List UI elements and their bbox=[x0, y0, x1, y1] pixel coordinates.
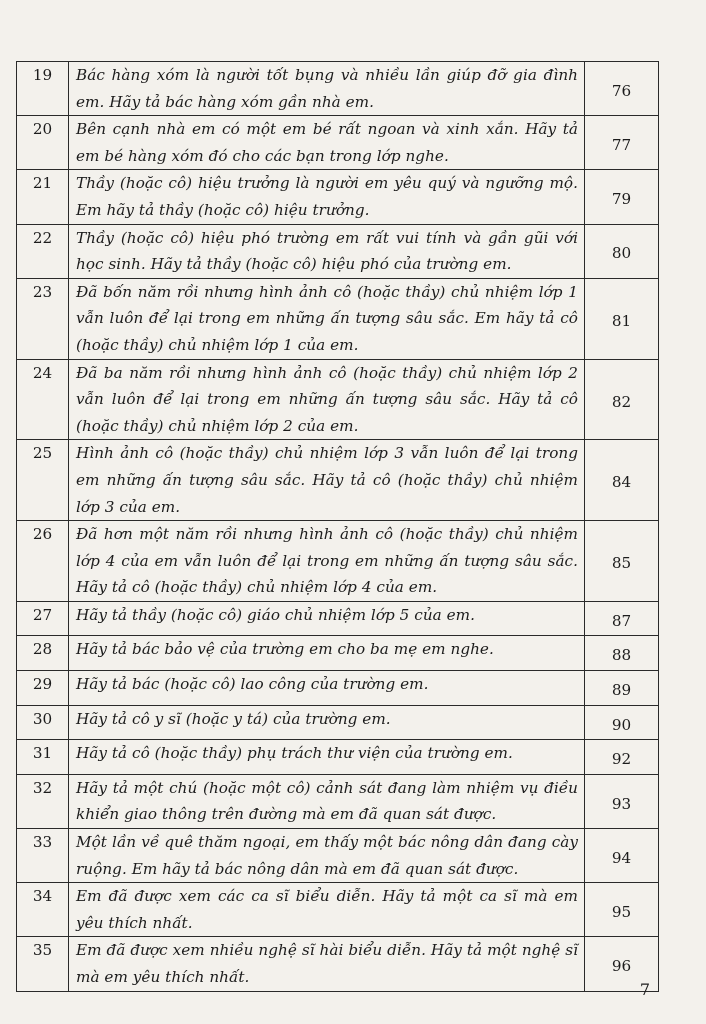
item-page: 92 bbox=[585, 740, 659, 775]
item-number: 26 bbox=[17, 521, 69, 602]
item-page: 77 bbox=[585, 116, 659, 170]
table-row bbox=[17, 170, 659, 224]
table-of-contents bbox=[16, 61, 659, 992]
item-page: 93 bbox=[585, 774, 659, 828]
item-page: 95 bbox=[585, 883, 659, 937]
table-row bbox=[17, 601, 659, 636]
item-text: Em đã được xem các ca sĩ biểu diễn. Hãy tả một ca sĩ mà em yêu thích nhất. bbox=[69, 883, 585, 937]
item-number: 30 bbox=[17, 705, 69, 740]
item-number: 31 bbox=[17, 740, 69, 775]
item-text: Một lần về quê thăm ngoại, em thấy một bác nông dân đang cày ruộng. Em hãy tả bác nông dân mà em đã quan sát được. bbox=[69, 829, 585, 883]
table-row bbox=[17, 440, 659, 521]
item-page: 82 bbox=[585, 359, 659, 440]
item-page: 85 bbox=[585, 521, 659, 602]
item-page: 84 bbox=[585, 440, 659, 521]
item-number: 24 bbox=[17, 359, 69, 440]
item-page: 94 bbox=[585, 829, 659, 883]
item-page: 96 bbox=[585, 937, 659, 991]
table-row bbox=[17, 883, 659, 937]
table-row bbox=[17, 937, 659, 991]
table-row bbox=[17, 740, 659, 775]
item-number: 25 bbox=[17, 440, 69, 521]
item-text: Hình ảnh cô (hoặc thầy) chủ nhiệm lớp 3 vẫn luôn để lại trong em những ấn tượng sâu sắc. Hãy tả cô (hoặc thầy) chủ nhiệm lớp 3 của em. bbox=[69, 440, 585, 521]
item-text: Đã bốn năm rồi nhưng hình ảnh cô (hoặc thầy) chủ nhiệm lớp 1 vẫn luôn để lại trong em những ấn tượng sâu sắc. Em hãy tả cô (hoặc thầy) chủ nhiệm lớp 1 của em. bbox=[69, 278, 585, 359]
table-row bbox=[17, 636, 659, 671]
item-page: 88 bbox=[585, 636, 659, 671]
item-number: 28 bbox=[17, 636, 69, 671]
item-page: 81 bbox=[585, 278, 659, 359]
item-page: 79 bbox=[585, 170, 659, 224]
item-text: Hãy tả thầy (hoặc cô) giáo chủ nhiệm lớp 5 của em. bbox=[69, 601, 585, 636]
item-text: Em đã được xem nhiều nghệ sĩ hài biểu diễn. Hãy tả một nghệ sĩ mà em yêu thích nhất. bbox=[69, 937, 585, 991]
item-number: 23 bbox=[17, 278, 69, 359]
item-number: 35 bbox=[17, 937, 69, 991]
item-number: 32 bbox=[17, 774, 69, 828]
item-text: Hãy tả bác (hoặc cô) lao công của trường em. bbox=[69, 671, 585, 706]
item-text: Bác hàng xóm là người tốt bụng và nhiều lần giúp đỡ gia đình em. Hãy tả bác hàng xóm gần nhà em. bbox=[69, 62, 585, 116]
item-page: 76 bbox=[585, 62, 659, 116]
item-text: Đã ba năm rồi nhưng hình ảnh cô (hoặc thầy) chủ nhiệm lớp 2 vẫn luôn để lại trong em những ấn tượng sâu sắc. Hãy tả cô (hoặc thầy) chủ nhiệm lớp 2 của em. bbox=[69, 359, 585, 440]
item-number: 20 bbox=[17, 116, 69, 170]
item-page: 89 bbox=[585, 671, 659, 706]
item-text: Đã hơn một năm rồi nhưng hình ảnh cô (hoặc thầy) chủ nhiệm lớp 4 của em vẫn luôn để lại trong em những ấn tượng sâu sắc. Hãy tả cô (hoặc thầy) chủ nhiệm lớp 4 của em. bbox=[69, 521, 585, 602]
item-number: 33 bbox=[17, 829, 69, 883]
table-row bbox=[17, 705, 659, 740]
item-number: 19 bbox=[17, 62, 69, 116]
table-row bbox=[17, 359, 659, 440]
item-text: Thầy (hoặc cô) hiệu phó trường em rất vui tính và gần gũi với học sinh. Hãy tả thầy (hoặc cô) hiệu phó của trường em. bbox=[69, 224, 585, 278]
item-text: Thầy (hoặc cô) hiệu trưởng là người em yêu quý và ngưỡng mộ. Em hãy tả thầy (hoặc cô) hiệu trưởng. bbox=[69, 170, 585, 224]
item-text: Hãy tả cô (hoặc thầy) phụ trách thư viện của trường em. bbox=[69, 740, 585, 775]
item-number: 21 bbox=[17, 170, 69, 224]
item-number: 27 bbox=[17, 601, 69, 636]
item-page: 80 bbox=[585, 224, 659, 278]
table-row bbox=[17, 62, 659, 116]
table-row bbox=[17, 829, 659, 883]
table-row bbox=[17, 116, 659, 170]
table-row bbox=[17, 521, 659, 602]
table-row bbox=[17, 224, 659, 278]
item-page: 87 bbox=[585, 601, 659, 636]
item-number: 34 bbox=[17, 883, 69, 937]
item-text: Bên cạnh nhà em có một em bé rất ngoan và xinh xắn. Hãy tả em bé hàng xóm đó cho các bạn trong lớp nghe. bbox=[69, 116, 585, 170]
table-row bbox=[17, 774, 659, 828]
item-page: 90 bbox=[585, 705, 659, 740]
table-row bbox=[17, 278, 659, 359]
item-text: Hãy tả cô y sĩ (hoặc y tá) của trường em. bbox=[69, 705, 585, 740]
item-number: 22 bbox=[17, 224, 69, 278]
page-number: 7 bbox=[639, 980, 650, 999]
table-row bbox=[17, 671, 659, 706]
item-text: Hãy tả bác bảo vệ của trường em cho ba mẹ em nghe. bbox=[69, 636, 585, 671]
item-text: Hãy tả một chú (hoặc một cô) cảnh sát đang làm nhiệm vụ điều khiển giao thông trên đường mà em đã quan sát được. bbox=[69, 774, 585, 828]
item-number: 29 bbox=[17, 671, 69, 706]
